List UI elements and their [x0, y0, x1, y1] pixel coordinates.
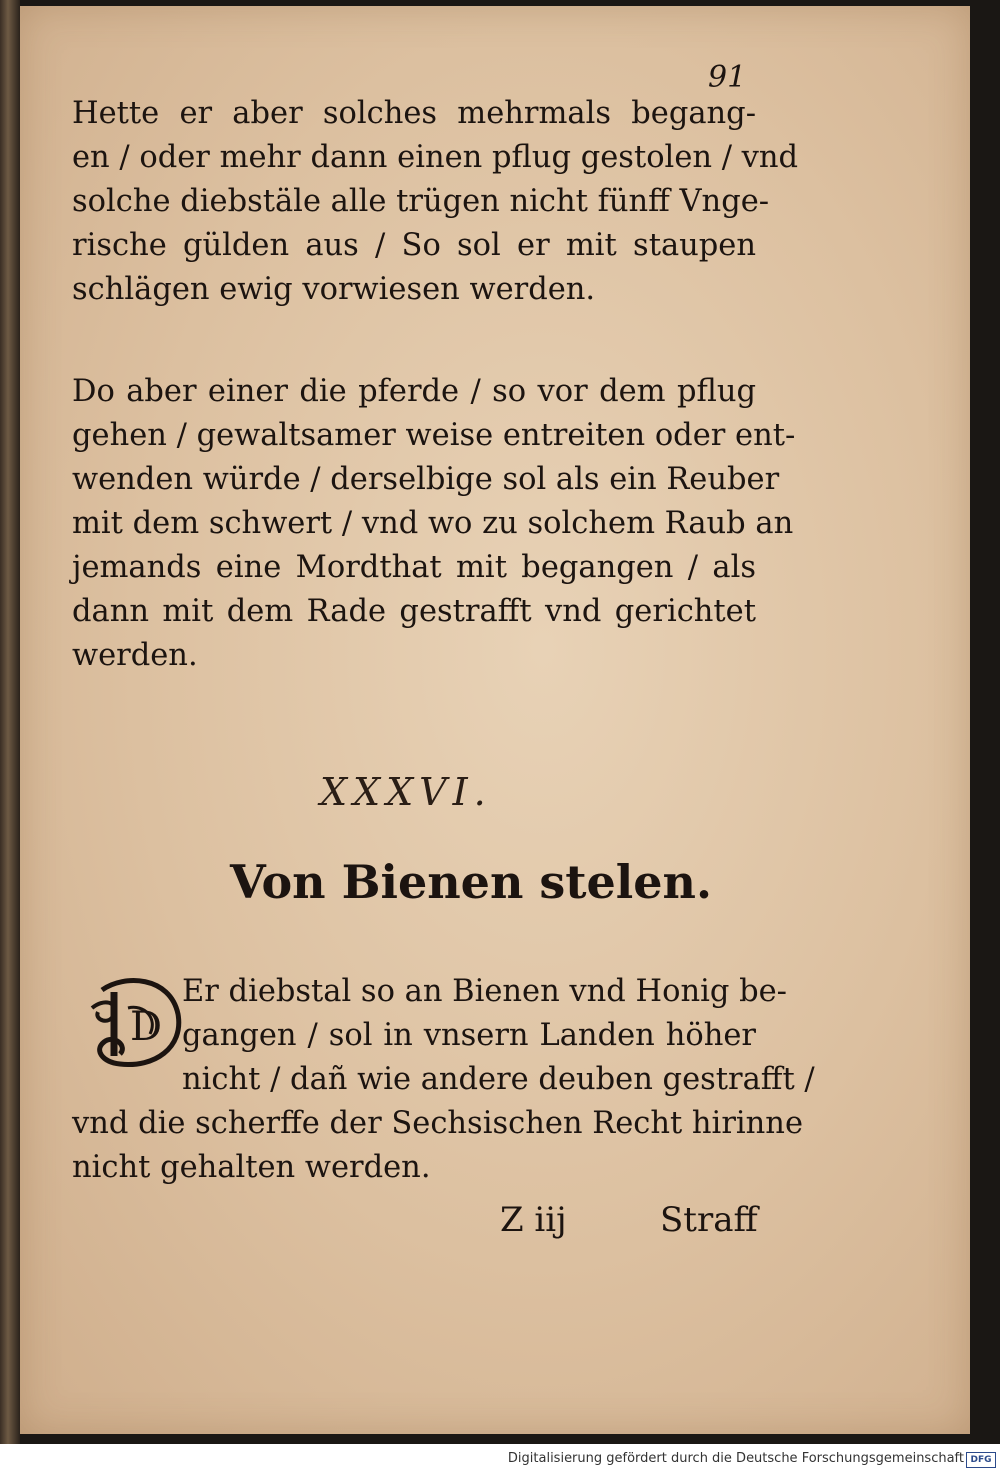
- book-edge: [0, 0, 20, 1444]
- dfg-logo: DFG: [966, 1452, 996, 1468]
- catchword: Straff: [660, 1200, 758, 1240]
- paragraph-2: [72, 370, 796, 678]
- text-line: gehen / gewaltsamer weise entreiten oder ent-: [72, 418, 796, 453]
- text-line: jemands eine Mordthat mit begangen / als: [72, 550, 756, 585]
- page-number: 91: [708, 60, 747, 95]
- text-line: rische gülden aus / So sol er mit staupen: [72, 228, 756, 263]
- text-line: Do aber einer die pferde / so vor dem pflug: [72, 374, 756, 409]
- article-paragraph: [72, 970, 815, 1190]
- article-number: XXXVI.: [320, 770, 492, 814]
- article-title: Von Bienen stelen.: [230, 855, 713, 909]
- signature-mark: Z iij: [500, 1200, 567, 1240]
- text-line: gangen / sol in vnsern Landen höher: [182, 1018, 756, 1053]
- text-line: dann mit dem Rade gestrafft vnd gerichtet: [72, 594, 756, 629]
- initial-letter: D: [130, 1004, 163, 1050]
- text-line: nicht gehalten werden.: [72, 1150, 431, 1185]
- text-line: en / oder mehr dann einen pflug gestolen / vnd: [72, 140, 799, 175]
- text-line: Er diebstal so an Bienen vnd Honig be-: [182, 974, 787, 1009]
- text-line: schlägen ewig vorwiesen werden.: [72, 272, 596, 307]
- text-line: nicht / dañ wie andere deuben gestrafft /: [182, 1062, 815, 1097]
- text-line: solche diebstäle alle trügen nicht fünff Vnge-: [72, 184, 770, 219]
- digitization-credit: Digitalisierung gefördert durch die Deutsche Forschungsgemeinschaft: [507, 1451, 964, 1466]
- text-line: werden.: [72, 638, 198, 673]
- paragraph-1: [72, 92, 799, 312]
- text-line: vnd die scherffe der Sechsischen Recht hirinne: [72, 1106, 803, 1141]
- text-line: Hette er aber solches mehrmals begang-: [72, 96, 756, 131]
- text-line: mit dem schwert / vnd wo zu solchem Raub an: [72, 506, 794, 541]
- text-line: wenden würde / derselbige sol als ein Reuber: [72, 462, 780, 497]
